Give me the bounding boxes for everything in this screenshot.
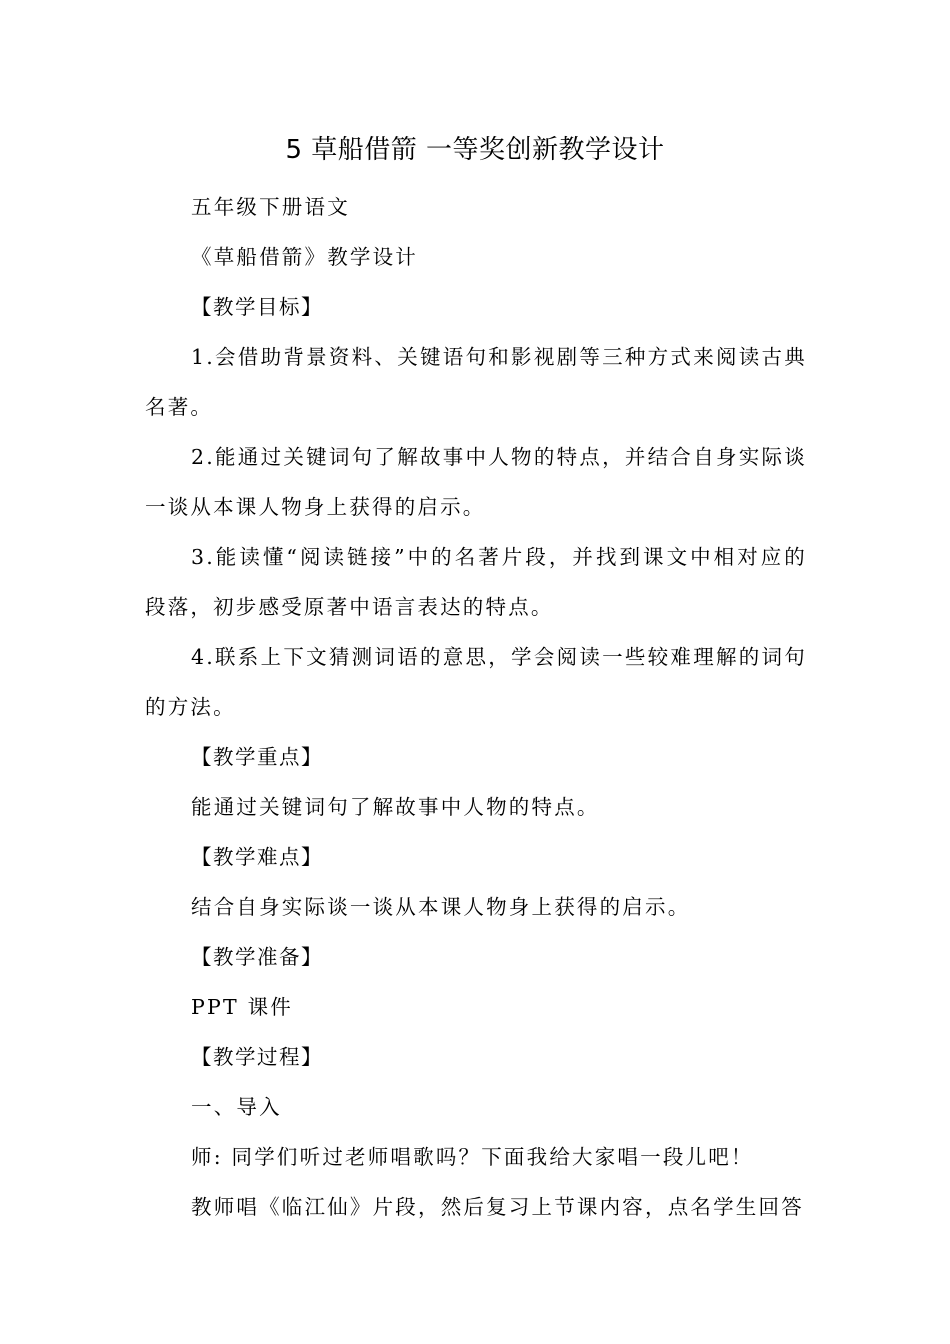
design-subtitle: 《草船借箭》教学设计 bbox=[191, 245, 418, 269]
preparation-text: PPT 课件 bbox=[191, 995, 293, 1019]
teacher-activity: 教师唱《临江仙》片段，然后复习上节课内容，点名学生回答 bbox=[191, 1195, 804, 1219]
objective-item-2: 2.能通过关键词句了解故事中人物的特点，并结合自身实际谈一谈从本课人物身上获得的启示。 bbox=[145, 445, 807, 519]
objective-item-3: 3.能读懂“阅读链接”中的名著片段，并找到课文中相对应的段落，初步感受原著中语言表达的特点。 bbox=[145, 545, 807, 619]
key-points-text: 能通过关键词句了解故事中人物的特点。 bbox=[191, 795, 600, 819]
section-heading-process: 【教学过程】 bbox=[191, 1045, 323, 1069]
document-title: 5 草船借箭 一等奖创新教学设计 bbox=[285, 135, 665, 165]
grade-subject-line: 五年级下册语文 bbox=[191, 195, 350, 219]
section-heading-objectives: 【教学目标】 bbox=[191, 295, 323, 319]
document-body bbox=[145, 182, 807, 1232]
objective-item-4: 4.联系上下文猜测词语的意思，学会阅读一些较难理解的词句的方法。 bbox=[145, 645, 807, 719]
section-heading-preparation: 【教学准备】 bbox=[191, 945, 323, 969]
objective-item-1: 1.会借助背景资料、关键语句和影视剧等三种方式来阅读古典名著。 bbox=[145, 345, 807, 419]
section-heading-key-points: 【教学重点】 bbox=[191, 745, 323, 769]
difficulties-text: 结合自身实际谈一谈从本课人物身上获得的启示。 bbox=[191, 895, 691, 919]
section-heading-difficulties: 【教学难点】 bbox=[191, 845, 323, 869]
process-step-intro: 一、导入 bbox=[191, 1095, 282, 1119]
teacher-dialogue: 师: 同学们听过老师唱歌吗？下面我给大家唱一段儿吧！ bbox=[191, 1145, 754, 1169]
